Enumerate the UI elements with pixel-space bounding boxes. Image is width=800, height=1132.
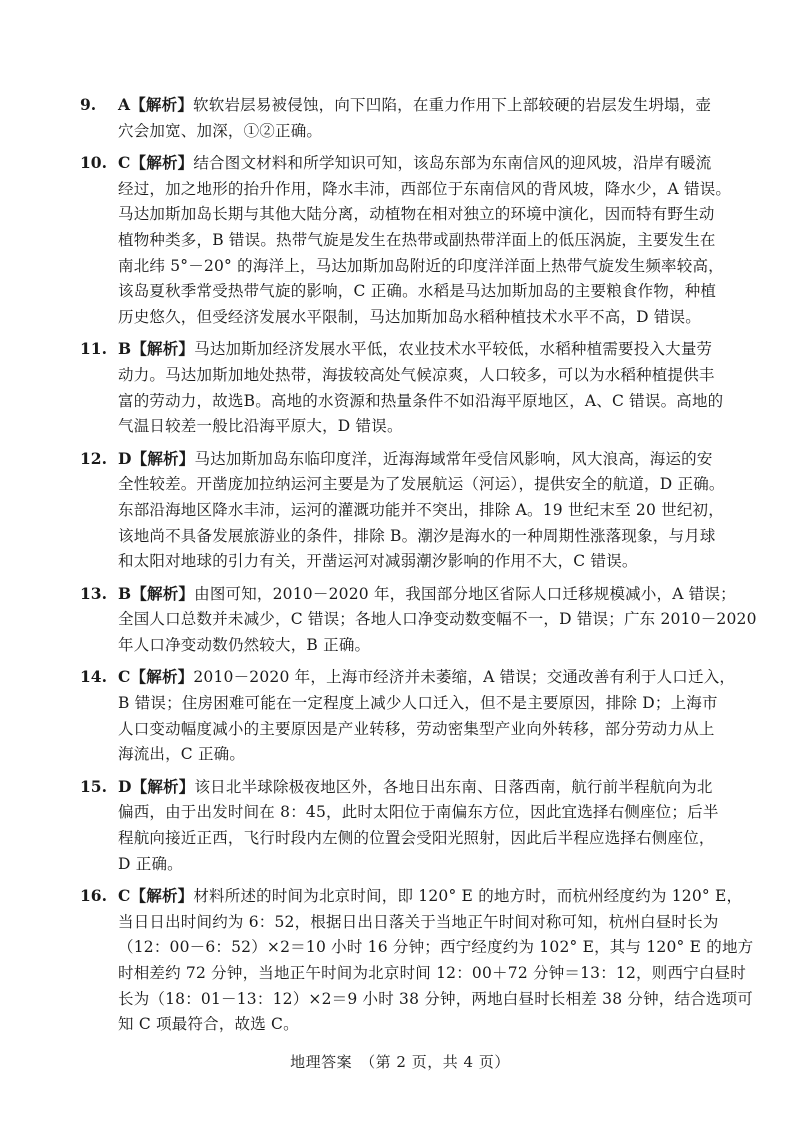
line-text: 马达加斯加岛东临印度洋，近海海域常年受信风影响，风大浪高，海运的安 bbox=[194, 449, 713, 468]
answer-choice: A bbox=[118, 95, 131, 114]
answer-item bbox=[80, 664, 736, 767]
line-text: 全性较差。开凿庞加拉纳运河主要是为了发展航运（河运），提供安全的航道，D 正确。 bbox=[118, 475, 725, 494]
answer-list bbox=[80, 92, 757, 1038]
answer-item bbox=[80, 883, 754, 1038]
question-number: 14. bbox=[80, 667, 107, 687]
answer-text-line bbox=[118, 717, 728, 743]
line-text: 穴会加宽、加深，①②正确。 bbox=[118, 121, 323, 140]
line-text: （12：00－6：52）×2＝10 小时 16 分钟；西宁经度约为 102° E，其与 120° E 的地方 bbox=[118, 938, 754, 957]
answer-text-line bbox=[118, 363, 728, 389]
answer-text-line bbox=[118, 498, 728, 524]
answer-text-line bbox=[118, 691, 728, 717]
line-text: B 错误；住房困难可能在一定程度上减少人口迁入，但不是主要原因，排除 D；上海市 bbox=[118, 694, 718, 713]
analysis-tag: 【解析】 bbox=[131, 448, 195, 468]
question-number: 10. bbox=[80, 153, 107, 173]
answer-text-line bbox=[118, 935, 754, 961]
line-text: 全国人口总数并未减少，C 错误；各地人口净变动数变幅不一，D 错误；广东 2010－2020 bbox=[118, 610, 757, 629]
analysis-tag: 【解析】 bbox=[130, 886, 194, 906]
line-text: 材料所述的时间为北京时间，即 120° E 的地方时，而杭州经度约为 120° E， bbox=[193, 887, 743, 906]
answer-item bbox=[80, 336, 728, 439]
line-text: 时相差约 72 分钟，当地正午时间为北京时间 12：00＋72 分钟＝13：12，则西宁白昼时 bbox=[118, 964, 746, 982]
question-number: 13. bbox=[80, 583, 107, 603]
answer-text-line bbox=[118, 228, 728, 254]
answer-text-line bbox=[118, 202, 728, 228]
line-text: 气温日较差一般比沿海平原大，D 错误。 bbox=[118, 417, 403, 436]
answer-text-line bbox=[118, 633, 728, 659]
answer-text-line bbox=[118, 254, 728, 280]
line-text: 当日日出时间约为 6：52，根据日出日落关于当地正午时间对称可知，杭州白昼时长为 bbox=[118, 912, 719, 931]
answer-text-line bbox=[118, 987, 753, 1013]
line-text: 南北纬 5°－20° 的海洋上，马达加斯加岛附近的印度洋洋面上热带气旋发生频率较高， bbox=[118, 256, 724, 275]
answer-item bbox=[80, 581, 757, 659]
analysis-tag: 【解析】 bbox=[131, 776, 195, 796]
answer-text-line bbox=[118, 581, 736, 608]
answer-text-line bbox=[118, 119, 728, 145]
question-number: 15. bbox=[80, 776, 107, 796]
answer-text-line bbox=[118, 305, 728, 331]
line-text: 知 C 项最符合，故选 C。 bbox=[118, 1015, 299, 1034]
answer-item bbox=[80, 774, 728, 877]
line-text: 和太阳对地球的引力有关，开凿运河对减弱潮汐影响的作用不大，C 错误。 bbox=[118, 552, 638, 571]
line-text: 人口变动幅度减小的主要原因是产业转移，劳动密集型产业向外转移，部分劳动力从上 bbox=[118, 719, 715, 738]
answer-choice: D bbox=[118, 776, 132, 796]
line-text: 该地尚不具备发展旅游业的条件，排除 B。潮汐是海水的一种周期性涨落现象，与月球 bbox=[118, 526, 716, 545]
page-footer: 地理答案 （第 2 页，共 4 页） bbox=[290, 1053, 510, 1071]
answer-text-line bbox=[118, 150, 728, 177]
line-text: 该日北半球除极夜地区外，各地日出东南、日落西南，航行前半程航向为北 bbox=[194, 777, 713, 796]
question-number: 12. bbox=[80, 448, 107, 468]
answer-text-line bbox=[118, 742, 728, 768]
line-text: 长为（18：01－13：12）×2＝9 小时 38 分钟，两地白昼时长相差 38 分钟，结合选项可 bbox=[118, 989, 753, 1008]
answer-item bbox=[80, 446, 728, 575]
answer-choice: D bbox=[118, 448, 132, 468]
analysis-tag: 【解析】 bbox=[131, 583, 195, 603]
answer-text-line bbox=[118, 549, 728, 575]
line-text: 东部沿海地区降水丰沛，运河的灌溉功能并不突出，排除 A。19 世纪末至 20 世纪初， bbox=[118, 500, 724, 519]
answer-choice: C bbox=[118, 886, 131, 906]
line-text: 软软岩层易被侵蚀，向下凹陷，在重力作用下上部较硬的岩层发生坍塌，壶 bbox=[193, 96, 712, 114]
line-text: 马达加斯加经济发展水平低，农业技术水平较低，水稻种植需要投入大量劳 bbox=[194, 340, 713, 359]
line-text: 结合图文材料和所学知识可知，该岛东部为东南信风的迎风坡，沿岸有暖流 bbox=[193, 154, 712, 173]
answer-choice: C bbox=[118, 667, 131, 687]
line-text: 富的劳动力，故选B。高地的水资源和热量条件不如沿海平原地区，A、C 错误。高地的 bbox=[118, 391, 724, 410]
answer-item bbox=[80, 92, 728, 144]
answer-text-line bbox=[118, 852, 728, 878]
answer-text-line bbox=[118, 1012, 728, 1038]
answer-item bbox=[80, 150, 732, 330]
line-text: D 正确。 bbox=[118, 854, 183, 873]
answer-text-line bbox=[118, 607, 757, 633]
line-text: 动力。马达加斯加地处热带，海拔较高处气候凉爽，人口较多，可以为水稻种植提供丰 bbox=[118, 365, 715, 384]
answer-text-line bbox=[118, 961, 746, 987]
line-text: 海流出，C 正确。 bbox=[118, 745, 246, 764]
answer-text-line bbox=[118, 800, 728, 826]
answer-text-line bbox=[118, 524, 728, 550]
answer-text-line bbox=[118, 336, 728, 363]
answer-text-line bbox=[118, 826, 728, 852]
line-text: 经过，加之地形的抬升作用，降水丰沛，西部位于东南信风的背风坡，降水少，A 错误。 bbox=[118, 179, 732, 198]
line-text: 偏西，由于出发时间在 8：45，此时太阳位于南偏东方位，因此宜选择右侧座位；后半 bbox=[118, 803, 719, 822]
answer-text-line bbox=[118, 177, 732, 203]
line-text: 马达加斯加岛长期与其他大陆分离，动植物在相对独立的环境中演化，因而特有野生动 bbox=[118, 205, 715, 224]
answer-text-line bbox=[118, 472, 728, 498]
answer-text-line bbox=[118, 279, 728, 305]
answer-text-line bbox=[118, 414, 728, 440]
answer-choice: B bbox=[118, 583, 132, 603]
line-text: 2010－2020 年，上海市经济并未萎缩，A 错误；交通改善有利于人口迁入， bbox=[193, 668, 736, 687]
question-number: 9. bbox=[80, 95, 97, 114]
answer-text-line bbox=[118, 92, 728, 119]
line-text: 该岛夏秋季常受热带气旋的影响，C 正确。水稻是马达加斯加岛的主要粮食作物，种植 bbox=[118, 282, 717, 301]
answer-text-line bbox=[118, 883, 743, 910]
question-number: 16. bbox=[80, 886, 107, 906]
line-text: 程航向接近正西，飞行时段内左侧的位置会受阳光照射，因此后半程应选择右侧座位， bbox=[118, 829, 715, 848]
line-text: 植物种类多，B 错误。热带气旋是发生在热带或副热带洋面上的低压涡旋，主要发生在 bbox=[118, 230, 716, 249]
answer-choice: C bbox=[118, 153, 131, 173]
line-text: 历史悠久，但受经济发展水平限制，马达加斯加岛水稻种植技术水平不高，D 错误。 bbox=[118, 307, 701, 326]
answer-text-line bbox=[118, 910, 728, 936]
line-text: 年人口净变动数仍然较大，B 正确。 bbox=[118, 635, 371, 654]
answer-choice: B bbox=[118, 339, 132, 359]
question-number: 11. bbox=[80, 339, 107, 359]
answer-text-line bbox=[118, 446, 728, 473]
line-text: 由图可知，2010－2020 年，我国部分地区省际人口迁移规模减小，A 错误； bbox=[194, 584, 736, 603]
analysis-tag: 【解析】 bbox=[130, 153, 194, 173]
analysis-tag: 【解析】 bbox=[130, 667, 194, 687]
analysis-tag: 【解析】 bbox=[130, 95, 194, 114]
analysis-tag: 【解析】 bbox=[131, 339, 195, 359]
answer-text-line bbox=[118, 664, 736, 691]
answer-text-line bbox=[118, 389, 728, 415]
answer-text-line bbox=[118, 774, 728, 801]
